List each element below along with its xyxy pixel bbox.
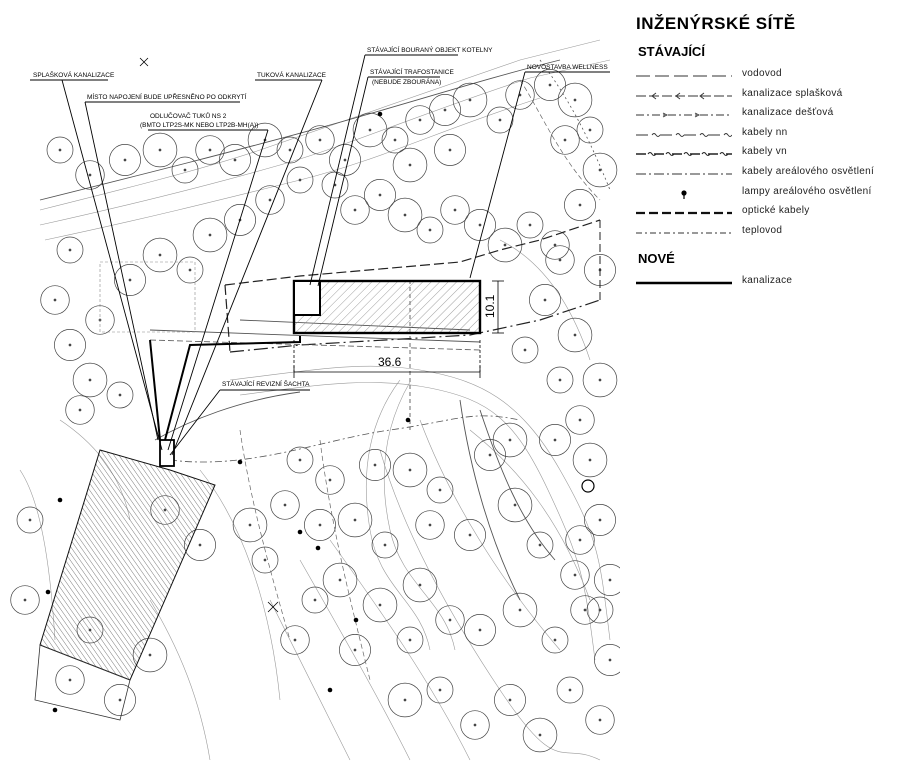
legend-line-symbol: [636, 90, 732, 102]
legend-item-label: kabely nn: [742, 126, 788, 138]
legend-line-symbol: [636, 109, 732, 121]
label-odlucovac-2: (BMTO LTP2S-MK NEBO LTP2B-MH(A)): [140, 122, 259, 129]
legend-item: [630, 222, 892, 242]
existing-buildings: [35, 262, 215, 720]
legend-line-symbol: [636, 168, 732, 180]
legend-line-symbol: [636, 129, 732, 141]
legend-item-label: kanalizace splašková: [742, 87, 843, 99]
label-trafostanice-2: (NEBUDE ZBOURÁNA): [372, 79, 442, 86]
legend-item-label: kanalizace dešťová: [742, 107, 834, 119]
legend-line-symbol: [636, 227, 732, 239]
legend-existing-list: [630, 65, 892, 241]
legend-item: [630, 143, 892, 163]
legend-item-label: kabely vn: [742, 146, 787, 158]
legend-new-list: [630, 272, 892, 292]
well-symbol: [582, 480, 594, 492]
legend-item: [630, 65, 892, 85]
legend-item-label: kanalizace: [742, 275, 793, 287]
legend-line-symbol: [636, 188, 732, 200]
legend-item: [630, 104, 892, 124]
label-novostavba-wellness: NOVOSTAVBA WELLNESS: [527, 64, 608, 71]
label-leaders: [30, 55, 610, 455]
label-stavajici-kotelna: STÁVAJÍCÍ BOURANÝ OBJEKT KOTELNY: [367, 47, 493, 54]
label-trafostanice-1: STÁVAJÍCÍ TRAFOSTANICE: [370, 69, 454, 76]
label-tukova-kanalizace: TUKOVÁ KANALIZACE: [257, 72, 326, 79]
label-odlucovac-1: ODLUČOVAČ TUKŮ NS 2: [150, 113, 227, 120]
legend-item-label: kabely areálového osvětlení: [742, 165, 875, 177]
legend-item-label: optické kabely: [742, 205, 810, 217]
legend-item-label: lampy areálového osvětlení: [742, 185, 872, 197]
label-revizni-sachta: STÁVAJÍCÍ REVIZNÍ ŠACHTA: [222, 381, 310, 388]
legend-item: [630, 124, 892, 144]
legend-line-symbol: [636, 277, 732, 289]
legend-item: [630, 202, 892, 222]
legend-item: [630, 272, 892, 292]
new-sewer-lines: [150, 336, 300, 466]
legend-line-symbol: [636, 70, 732, 82]
legend-line-symbol: [636, 207, 732, 219]
new-wellness-building: [294, 281, 480, 333]
legend-title: INŽENÝRSKÉ SÍTĚ: [636, 14, 796, 33]
legend-item: [630, 85, 892, 105]
existing-utilities: [150, 60, 610, 680]
legend: [630, 14, 892, 292]
legend-new-heading: NOVÉ: [638, 251, 675, 267]
dimension-length: 36.6: [378, 355, 402, 369]
legend-item: [630, 183, 892, 203]
label-splaskova-kanalizace: SPLAŠKOVÁ KANALIZACE: [33, 72, 115, 79]
label-misto-napojeni: MÍSTO NAPOJENÍ BUDE UPŘESNĚNO PO ODKRYTÍ: [87, 94, 247, 101]
dimension-width: 10.1: [483, 294, 497, 318]
legend-item: [630, 163, 892, 183]
legend-item-label: vodovod: [742, 68, 782, 79]
legend-existing-heading: STÁVAJÍCÍ: [638, 44, 705, 59]
legend-line-symbol: [636, 148, 732, 160]
legend-item-label: teplovod: [742, 224, 783, 236]
